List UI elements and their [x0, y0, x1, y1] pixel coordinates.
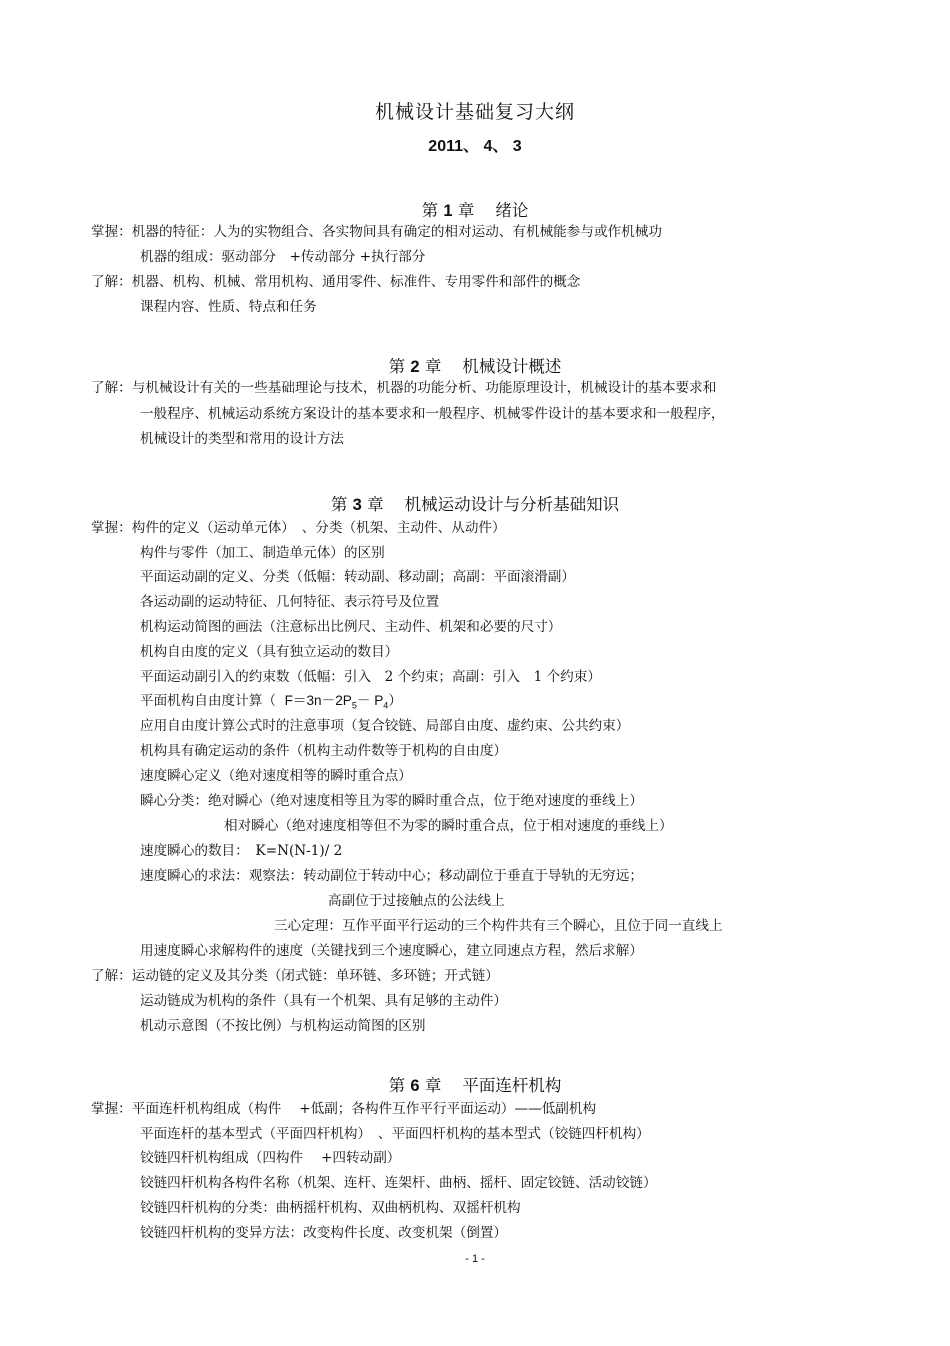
chapter-number: 6 — [410, 1077, 420, 1095]
ch3-line: 平面运动副引入的约束数（低幅：引入 2 个约束；高副：引入 1 个约束） — [140, 669, 601, 685]
ch3-line: 平面运动副的定义、分类（低幅：转动副、移动副；高副：平面滚滑副） — [140, 569, 575, 585]
chapter-2-heading — [0, 353, 950, 377]
formula-mid: － P — [356, 693, 384, 708]
chapter-prefix: 第 — [421, 201, 439, 220]
page-number: - 1 - — [465, 1253, 485, 1265]
ch2-line: 了解：与机械设计有关的一些基础理论与技术，机器的功能分析、功能原理设计，机械设计的基本要求和 — [91, 380, 717, 396]
ch3-line: 构件与零件（加工、制造单元体）的区别 — [140, 545, 385, 561]
ch1-line: 了解：机器、机构、机械、常用机构、通用零件、标准件、专用零件和部件的概念 — [91, 274, 581, 290]
formula-sub-4: 4 — [383, 700, 389, 711]
chapter-title: 绪论 — [495, 201, 529, 220]
ch3-line: 速度瞬心的数目： K=N(N-1)/ 2 — [140, 843, 343, 859]
ch3-line: 运动链成为机构的条件（具有一个机架、具有足够的主动件） — [140, 993, 508, 1009]
chapter-number: 2 — [410, 358, 420, 376]
ch3-line: 速度瞬心定义（绝对速度相等的瞬时重合点） — [140, 768, 412, 784]
ch6-line: 铰链四杆机构组成（四构件 +四转动副） — [140, 1150, 401, 1166]
chapter-title: 机械运动设计与分析基础知识 — [404, 495, 620, 514]
ch3-line: 机构具有确定运动的条件（机构主动件数等于机构的自由度） — [140, 743, 508, 759]
ch1-line: 机器的组成：驱动部分 +传动部分 +执行部分 — [140, 249, 426, 265]
ch3-line: 机动示意图（不按比例）与机构运动简图的区别 — [140, 1018, 426, 1034]
ch6-line: 铰链四杆机构各构件名称（机架、连杆、连架杆、曲柄、摇杆、固定铰链、活动铰链） — [140, 1175, 657, 1191]
ch2-line: 机械设计的类型和常用的设计方法 — [140, 431, 344, 447]
ch3-line: 机构自由度的定义（具有独立运动的数目） — [140, 644, 399, 660]
chapter-number: 1 — [443, 202, 453, 220]
chapter-suffix: 章 — [424, 1076, 442, 1095]
ch3-line: 用速度瞬心求解构件的速度（关键找到三个速度瞬心，建立同速点方程，然后求解） — [140, 943, 643, 959]
chapter-6-heading — [0, 1072, 950, 1096]
ch6-line: 掌握：平面连杆机构组成（构件 +低副；各构件互作平行平面运动）——低副机构 — [91, 1101, 597, 1117]
ch6-line: 铰链四杆机构的变异方法：改变构件长度、改变机架（倒置） — [140, 1225, 508, 1241]
document-title: 机械设计基础复习大纲 — [374, 101, 575, 123]
chapter-prefix: 第 — [388, 1076, 406, 1095]
formula-tail: ） — [388, 693, 402, 709]
ch3-line: 各运动副的运动特征、几何特征、表示符号及位置 — [140, 594, 440, 610]
ch1-line: 课程内容、性质、特点和任务 — [140, 299, 317, 315]
chapter-number: 3 — [352, 496, 362, 514]
formula-sub-5: 5 — [351, 700, 357, 711]
chapter-title: 平面连杆机构 — [462, 1076, 562, 1095]
ch3-line: 掌握：构件的定义（运动单元体） 、分类（机架、主动件、从动件） — [91, 520, 506, 536]
chapter-prefix: 第 — [388, 357, 406, 376]
chapter-suffix: 章 — [457, 201, 475, 220]
ch3-line: 机构运动简图的画法（注意标出比例尺、主动件、机架和必要的尺寸） — [140, 619, 562, 635]
ch6-line: 平面连杆的基本型式（平面四杆机构） 、平面四杆机构的基本型式（铰链四杆机构） — [140, 1126, 650, 1142]
chapter-prefix: 第 — [330, 495, 348, 514]
ch6-line: 铰链四杆机构的分类：曲柄摇杆机构、双曲柄机构、双摇杆机构 — [140, 1200, 521, 1216]
formula-f: F＝3n－2P — [284, 693, 352, 708]
ch3-line: 三心定理：互作平面平行运动的三个构件共有三个瞬心，且位于同一直线上 — [274, 918, 723, 934]
ch3-line: 相对瞬心（绝对速度相等但不为零的瞬时重合点，位于相对速度的垂线上） — [224, 818, 673, 834]
document-date: 2011、 4、 3 — [428, 138, 522, 155]
ch3-line: 速度瞬心的求法：观察法：转动副位于转动中心；移动副位于垂直于导轨的无穷远； — [140, 868, 643, 884]
ch1-line: 掌握：机器的特征：人为的实物组合、各实物间具有确定的相对运动、有机械能参与或作机械功 — [91, 224, 662, 240]
ch3-line: 了解：运动链的定义及其分类（闭式链：单环链、多环链；开式链） — [91, 968, 499, 984]
dof-formula-line — [140, 692, 402, 715]
chapter-1-heading — [0, 197, 950, 221]
ch2-line: 一般程序、机械运动系统方案设计的基本要求和一般程序、机械零件设计的基本要求和一般程序， — [140, 406, 725, 422]
chapter-suffix: 章 — [367, 495, 384, 514]
chapter-suffix: 章 — [424, 357, 442, 376]
ch3-line: 高副位于过接触点的公法线上 — [328, 893, 505, 909]
chapter-3-heading — [0, 491, 950, 515]
ch3-line: 应用自由度计算公式时的注意事项（复合铰链、局部自由度、虚约束、公共约束） — [140, 718, 630, 734]
formula-lead: 平面机构自由度计算（ — [140, 693, 276, 709]
chapter-title: 机械设计概述 — [462, 357, 562, 376]
ch3-line: 瞬心分类：绝对瞬心（绝对速度相等且为零的瞬时重合点，位于绝对速度的垂线上） — [140, 793, 643, 809]
